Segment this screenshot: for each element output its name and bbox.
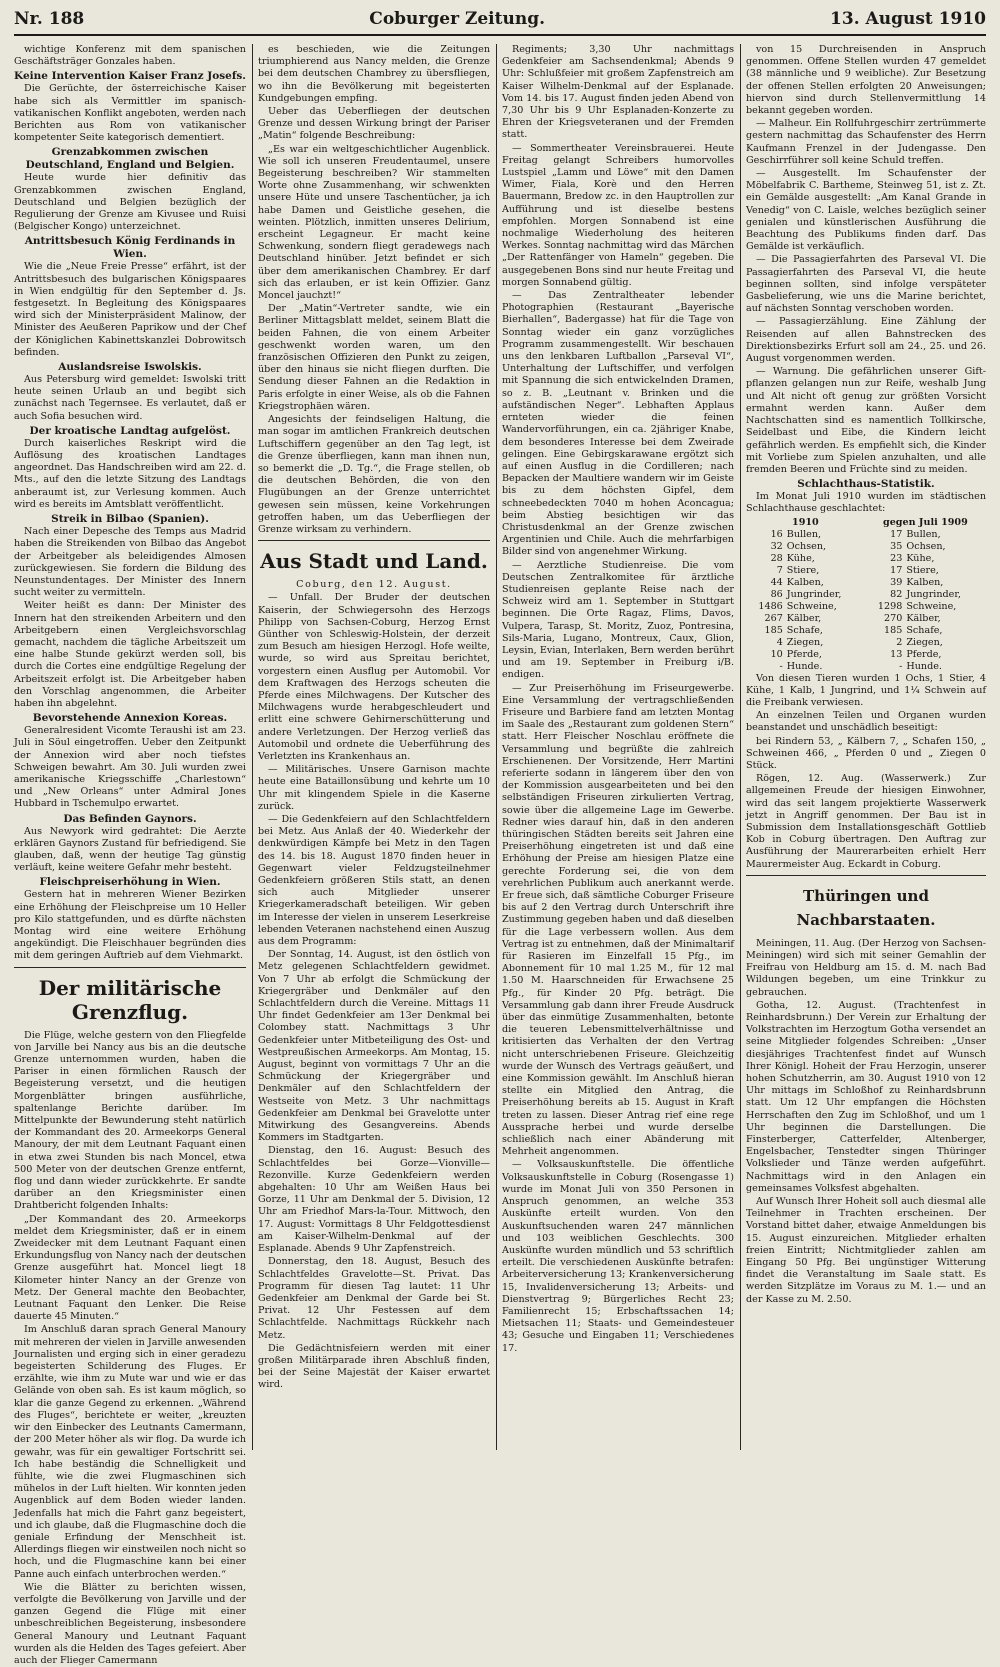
article-text: von 15 Durchreisenden in Anspruch genommen. Offene Stellen wurden 47 gemeldet (38 männliche und 9 weibliche). Zur Besetzung der offenen Stellen erfolgten 20 Anweisungen; hiervon sind durch Stellenvermittlung 14 bekannt gegeben worden. xyxy=(746,44,986,117)
column-rule xyxy=(740,44,741,1450)
article-text: Nach einer Depesche des Temps aus Madrid haben die Streikenden von Bilbao das Angebot der Arbeitgeber als beleidigendes Almosen zurückgewiesen. Sie fordern die Bildung des Neunstundentages. Der Minister des Innern sucht weiter zu vermitteln. xyxy=(14,526,246,599)
table-cell: Hunde. xyxy=(906,660,942,672)
slaughter-statistics-table xyxy=(746,517,986,673)
table-cell: 35 xyxy=(890,540,903,552)
table-row xyxy=(746,529,986,541)
table-cell: 4 xyxy=(776,636,783,648)
article-heading: Das Befinden Gaynors. xyxy=(63,812,197,825)
article-text: Ueber das Ueberfliegen der deutschen Grenze und dessen Wirkung bringt der Pariser „Matin“ folgende Beschreibung: xyxy=(258,106,490,142)
table-cell: 86 xyxy=(770,588,783,600)
masthead xyxy=(14,4,986,36)
article-text: Der Sonntag, 14. August, ist den östlich von Metz gelegenen Schlachtfeldern gewidmet. Von 7 Uhr ab erfolgt die Schmückung der Kriegergräber und Denkmäler auf den Schlachtfeldern durch die Vereine. Mittags 11 Uhr findet Gedenkfeier am 13er Denkmal bei Colombey statt. Nachmittags 3 Uhr Gedenkfeier unter Mitbeteiligung des Ost- und Westpreußischen Armeekorps. Am Montag, 15. August, beginnt von vormittags 7 Uhr an die Schmückung der Kriegergräber und Denkmäler auf den Schlachtfeldern der Westseite von Metz. 3 Uhr nachmittags Gedenkfeier am Denkmal bei Gravelotte unter Mitwirkung des Gesangvereins. Abends Kommers im Stadtgarten. xyxy=(258,949,490,1144)
article-text: — Malheur. Ein Rollfuhrgeschirr zertrümmerte gestern nachmittag das Schaufenster des Herrn Kaufmann Frenzel in der Judengasse. Den Geschirrführer soll keine Schuld treffen. xyxy=(746,118,986,166)
table-cell: 17 xyxy=(890,528,903,540)
article-heading: Bevorstehende Annexion Koreas. xyxy=(32,712,228,725)
table-cell: Kalben, xyxy=(786,576,824,588)
table-cell: 2 xyxy=(896,636,903,648)
table-cell: 23 xyxy=(890,552,903,564)
article-text: „Es war ein weltgeschichtlicher Augenblick. Wie soll ich unseren Freudentaumel, unsere Begeisterung beschreiben? Wir stammelten Worte ohne Zusammenhang, wir schwenkten unsere Hüte und unsere Taschentücher, ja ich habe Damen und Geistliche gesehen, die weinten. Plötzlich, inmitten unseres Delirium, erscheint Legagneur. Er macht keine Schwenkung, sondern fliegt geradewegs nach Deutschland hinüber. Jetzt befindet er sich über dem amerikanischen Chambrey. Er darf sich das erlauben, er ist kein Offizier. Ganz Moncel jauchzt!“ xyxy=(258,143,490,302)
table-cell: Pferde, xyxy=(906,648,942,660)
column-2 xyxy=(258,44,490,1450)
article-text: Auf Wunsch Ihrer Hoheit soll auch diesmal alle Teilnehmer in Trachten erscheinen. Der Vorstand bittet daher, etwaige Anmeldungen bis 15. August einzureichen. Mitglieder erhalten freien Eintritt; Nichtmitglieder zahlen am Eingang 50 Pfg. Bei ungünstiger Witterung findet die Veranstaltung im Saale statt. Es werden Sitzplätze im Voraus zu M. 1.— und an der Kasse zu M. 2.50. xyxy=(746,1196,986,1305)
table-cell: Stiere, xyxy=(786,564,820,576)
table-row xyxy=(746,661,986,673)
section-heading: Aus Stadt und Land. xyxy=(260,549,488,574)
divider xyxy=(14,967,246,968)
dateline: Coburg, den 12. August. xyxy=(296,579,452,591)
table-cell: 32 xyxy=(770,540,783,552)
article-text: Aus Petersburg wird gemeldet: Iswolski tritt heute seinen Urlaub an und begibt sich zunächst nach Tegernsee. Es verlautet, daß er auch Sofia besuchen wird. xyxy=(14,374,246,422)
table-cell: Schafe, xyxy=(906,624,943,636)
table-cell: Kühe, xyxy=(906,552,935,564)
article-text: „Der Kommandant des 20. Armeekorps meldet dem Kriegsminister, daß er in einem Zweidecker mit dem Leutnant Faquant einen Erkundungsflug von Nancy nach der deutschen Grenze ausgeführt hat. Moncel liegt 18 Kilometer hinter Nancy an der Grenze von Metz. Der General machte den Beobachter, Leutnant Faquant den Lenker. Die Reise dauerte 45 Minuten.“ xyxy=(14,1213,246,1323)
article-heading: Der kroatische Landtag aufgelöst. xyxy=(29,424,231,437)
table-cell: 1298 xyxy=(877,600,903,612)
section-heading: Der militärische Grenzflug. xyxy=(38,975,222,1024)
table-cell: Kälber, xyxy=(906,612,941,624)
article-text: Gestern hat in mehreren Wiener Bezirken eine Erhöhung der Fleischpreise um 10 Heller pro Kilo stattgefunden, und es dürfte nächsten Montag wird eine weitere Erhöhung angekündigt. Die Fleischhauer begründen dies mit dem geringen Auftrieb auf dem Viehmarkt. xyxy=(14,889,246,962)
table-cell: 13 xyxy=(890,648,903,660)
article-text: Die Gedächtnisfeiern werden mit einer großen Militärparade ihren Abschluß finden, bei der Seine Majestät der Kaiser erwartet wird. xyxy=(258,1342,490,1391)
table-cell: 28 xyxy=(770,552,783,564)
table-cell: 10 xyxy=(770,648,783,660)
article-heading: Antrittsbesuch König Ferdinands in Wien. xyxy=(24,235,236,261)
table-cell: Schafe, xyxy=(786,624,823,636)
table-cell: 1486 xyxy=(758,600,783,612)
article-heading: Auslandsreise Iswolskis. xyxy=(58,361,202,374)
table-row xyxy=(746,577,986,589)
article-text: — Aerztliche Studienreise. Die vom Deutschen Zentralkomitee für ärztliche Studienreisen geplante Reise nach der Schweiz wird am 1. September in Stuttgart beginnen. Die Orte Ragaz, Flims, Davos, Vulpera, Tarasp, St. Moritz, Zuoz, Pontresina, Sils-Maria, Lugano, Montreux, Caux, Glion, Leysin, Evian, Interlaken, Bern werden berührt und am 19. September in Freiburg i/B. endigen. xyxy=(502,559,734,681)
article-text: — Die Passagierfahrten des Parseval VI. Die Passagierfahrten des Parseval VI, die heute beginnen sollten, sind infolge verspäteter Gasbelieferung, wie uns die Marine berichtet, auf nächsten Sonntag verschoben worden. xyxy=(746,254,986,315)
article-text: Aus Newyork wird gedrahtet: Die Aerzte erklären Gaynors Zustand für befriedigend. Sie glauben, daß, wenn der heutige Tag günstig verläuft, keine weitere Gefahr mehr besteht. xyxy=(14,825,246,874)
table-cell: 185 xyxy=(764,624,783,636)
table-row xyxy=(746,613,986,625)
article-heading: Keine Intervention Kaiser Franz Josefs. xyxy=(14,70,246,83)
article-text: Weiter heißt es dann: Der Minister des Innern hat den streikenden Arbeitern und den Arbeitgebern einen Vergleichsvorschlag gemacht, nachdem die tägliche Arbeitszeit um eine halbe Stunde gekürzt werden soll, bis durch die Cortes eine endgültige Regelung der Arbeitszeit erfolgt ist. Die Arbeitgeber haben den Vorschlag angenommen, die Arbeiter haben ihn abgelehnt. xyxy=(14,600,246,709)
table-cell: 44 xyxy=(770,576,783,588)
article-text: — Ausgestellt. Im Schaufenster der Möbelfabrik C. Bartheme, Steinweg 51, ist z. Zt. ein Gemälde ausgestellt: „Am Kanal Grande in Venedig“ von C. Laisle, welches bezüglich seiner genialen und künstlerischen Ausführung die Beachtung des Publikums finden darf. Das Gemälde ist verkäuflich. xyxy=(746,168,986,253)
table-cell: - xyxy=(779,660,783,672)
table-cell: Kühe, xyxy=(786,552,815,564)
table-cell: 185 xyxy=(884,624,903,636)
table-header: 1910 xyxy=(792,516,819,528)
article-text: Gotha, 12. August. (Trachtenfest in Reinhardsbrunn.) Der Verein zur Erhaltung der Volkstrachten im Herzogtum Gotha versendet an seine Mitglieder folgendes Schreiben: „Unser diesjähriges Trachtenfest findet auf Wunsch Ihrer Königl. Hoheit der Frau Herzogin, unserer hohen Schutzherrin, am 30. August 1910 von 12 Uhr mittags im Schloßhof zu Reinhardsbrunn statt. Um 12 Uhr empfangen die Höchsten Herrschaften den Zug im Schloßhof, und um 1 Uhr beginnen die Darstellungen. Die Finsterberger, Catterfelder, Altenberger, Engelsbacher, Tenstedter singen Thüringer Volkslieder und Tänze werden aufgeführt. Nachmittags wird in den Anlagen ein gemeinsames Volksfest abgehalten. xyxy=(746,999,986,1194)
article-text: wichtige Konferenz mit dem spanischen Geschäftsträger Gonzales haben. xyxy=(14,44,246,68)
article-text: — Das Zentraltheater lebender Photographien (Restaurant „Bayerische Bierhallen“, Badergasse) hat für die Tage von Sonntag wieder ein ganz vorzügliches Programm zusammengestellt. Wir beschauen uns den lenkbaren Luftballon „Parseval VI“, Unterhaltung der Luftschiffer, und verfolgen mit Spannung die sich entwickelnden Dramen, so z. B. „Leutnant v. Brinken und die aufständischen Neger“. Lebhaften Applaus ernteten wieder die feinen Wandervorführungen, ein ca. 2jähriger Knabe, dem besonderes Interesse bei dem Zweirade gelingen. Eine Gebirgskarawane ergötzt sich auf einen Ausflug in die Cordilleren; nach Bepacken der Maultiere wandern wir im Geiste bis zu dem höchsten Gipfel, dem schneebedeckten 7040 m hohen Aconcagua; beim Abstieg besichtigen wir das Christusdenkmal an der Grenze zwischen Argentinien und Chile. Auch die mehrfarbigen Bilder sind von angenehmer Wirkung. xyxy=(502,290,734,558)
table-cell: Pferde, xyxy=(786,648,822,660)
article-text: Dienstag, den 16. August: Besuch des Schlachtfeldes bei Gorze—Vionville—Rezonville. Kurze Gedenkfeiern werden abgehalten: 10 Uhr am Weißen Haus bei Gorze, 11 Uhr am Denkmal der 5. Division, 12 Uhr am Friedhof Mars-la-Tour. Mittwoch, den 17. August: Vormittags 8 Uhr Feldgottesdienst am Kaiser-Wilhelm-Denkmal auf der Esplanade. Abends 9 Uhr Zapfenstreich. xyxy=(258,1145,490,1255)
table-cell: Kälber, xyxy=(786,612,822,624)
table-cell: - xyxy=(899,660,903,672)
table-cell: Ziegen, xyxy=(906,636,943,648)
article-text: Im Anschluß daran sprach General Manoury mit mehreren der vielen in Jarville anwesenden Journalisten und erging sich in einer geradezu begeisterten Schilderung des Fluges. Er erzählte, wie ihm zu Mute war und wie er das Gelände von oben sah. Es ist kaum möglich, so klar die ganze Gegend zu erkennen. „Während des Fluges“, berichtete er weiter, „kreuzten wir den Einbecker des Leutnants Camermann, der 200 Meter höher als wir flog. Da wurde ich gewahr, was für ein gewaltiger Fortschritt sei. Ich habe beständig die Schnelligkeit und fühlte, wie die zwei Flugmaschinen sich mühelos in der Luft hielten. Wir konnten jeden Augenblick auf dem Boden wieder landen. Jedenfalls hat mich die Fahrt ganz begeistert, und ich glaube, daß die Flugmaschine doch die geniale Erfindung der Menschheit ist. Allerdings fliegen wir einstweilen noch nicht so hoch, und die Flugmaschine kann bei einer Panne auch einfach unterbrochen werden.“ xyxy=(14,1324,246,1580)
table-cell: Ochsen, xyxy=(906,540,946,552)
table-cell: 82 xyxy=(890,588,903,600)
newspaper-title: Coburger Zeitung. xyxy=(369,9,546,29)
table-cell: Schweine, xyxy=(786,600,837,612)
table-row xyxy=(746,649,986,661)
divider xyxy=(746,875,986,876)
table-cell: 270 xyxy=(884,612,903,624)
table-cell: Ochsen, xyxy=(786,540,827,552)
table-cell: Schweine, xyxy=(906,600,957,612)
article-text: — Passagierzählung. Eine Zählung der Reisenden auf allen Bahnstrecken des Direktionsbezirks Erfurt soll am 24., 25. und 26. August vorgenommen werden. xyxy=(746,316,986,365)
table-cell: 17 xyxy=(890,564,903,576)
article-text: Donnerstag, den 18. August, Besuch des Schlachtfeldes Gravelotte—St. Privat. Das Programm für diesen Tag lautet: 11 Uhr Gedenkfeier am Denkmal der Garde bei St. Privat. 12 Uhr Festessen auf dem Schlachtfelde. Nachmittags Rückkehr nach Metz. xyxy=(258,1256,490,1341)
article-heading: Schlachthaus-Statistik. xyxy=(797,478,935,491)
article-text: Regiments; 3,30 Uhr nachmittags Gedenkfeier am Sachsendenkmal; Abends 9 Uhr: Schlußfeier mit großem Zapfenstreich am Kaiser Wilhelm-Denkmal auf der Esplanade. Vom 14. bis 17. August finden jeden Abend von 7,30 Uhr bis 9 Uhr Esplanaden-Konzerte zu Ehren der Kriegsveteranen und der Fremden statt. xyxy=(502,44,734,141)
article-text: Meiningen, 11. Aug. (Der Herzog von Sachsen-Meiningen) wird sich mit seiner Gemahlin der Freifrau von Heldburg am 15. d. M. nach Bad Wildungen begeben, um eine Trinkkur zu gebrauchen. xyxy=(746,937,986,998)
article-text: Von diesen Tieren wurden 1 Ochs, 1 Stier, 4 Kühe, 1 Kalb, 1 Jungrind, und 1¼ Schwein auf die Freibank verwiesen. xyxy=(746,672,986,708)
article-text: Der „Matin“-Vertreter sandte, wie ein Berliner Mittagsblatt meldet, seinem Blatt die beiden Fahnen, die von einem Arbeiter geschwenkt worden waren, um den französischen Offizieren den Punkt zu zeigen, über den hinaus sie nicht fliegen durften. Die Sendung dieser Fahnen an die Redaktion in Paris erfolgte in einer Weise, als ob die Fahnen Kriegstrophäen wären. xyxy=(258,303,490,412)
article-text: Wie die Blätter zu berichten wissen, verfolgte die Bevölkerung von Jarville und der ganzen Gegend die Flüge mit einer unbeschreiblichen Begeisterung, insbesondere General Manoury und Leutnant Faquant wurden als die Helden des Tages gefeiert. Aber auch der Flieger Camermann xyxy=(14,1581,246,1666)
table-row xyxy=(746,541,986,553)
section-heading: Thüringen und Nachbarstaaten. xyxy=(796,886,936,929)
table-row xyxy=(746,565,986,577)
article-text: — Sommertheater Vereinsbrauerei. Heute Freitag gelangt Schreibers humorvolles Lustspiel „Lamm und Löwe“ mit den Damen Wimer, Fiala, Korè und den Herren Bauermann, Bredow zc. in den Hauptrollen zur Aufführung und ist dieselbe bestens empfohlen. Morgen Sonnabend ist eine nochmalige Wiederholung des heiteren Werkes. Sonntag nachmittag wird das Märchen „Der Rattenfänger von Hameln“ gegeben. Die ausgegebenen Bons sind nur heute Freitag und morgen Sonnabend gültig. xyxy=(502,142,734,288)
table-row xyxy=(746,625,986,637)
article-text: Die Gerüchte, der österreichische Kaiser habe sich als Vermittler im spanisch-vatikanischen Konflikt angeboten, werden nach Berichten aus Rom von vatikanischer kompetenter Seite kategorisch dementiert. xyxy=(14,83,246,144)
table-cell: 7 xyxy=(776,564,783,576)
column-1 xyxy=(14,44,246,1666)
column-rule xyxy=(252,44,253,1450)
table-row xyxy=(746,637,986,649)
divider xyxy=(258,540,490,541)
table-cell: Stiere, xyxy=(906,564,939,576)
article-text: Heute wurde hier definitiv das Grenzabkommen zwischen England, Deutschland und Belgien bezüglich der Regulierung der Grenze am Kivusee und Ruisi (Belgischer Kongo) unterzeichnet. xyxy=(14,172,246,233)
table-row xyxy=(746,601,986,613)
article-text: es beschieden, wie die Zeitungen triumphierend aus Nancy melden, die Grenze bei dem deutschen Chambrey zu übersfliegen, wo ihn die Bevölkerung mit begeisterten Kundgebungen empfing. xyxy=(258,44,490,104)
article-text: Wie die „Neue Freie Presse“ erfährt, ist der Antrittsbesuch des bulgarischen Königspaares in Wien endgültig für den September d. Js. festgesetzt. In Begleitung des Königspaares wird sich der Ministerpräsident Malinow, der Minister des Aeußeren Paprikow und der Chef der Königlichen Kabinettskanzlei Dobrowitsch befinden. xyxy=(14,261,246,358)
table-cell: Bullen, xyxy=(906,528,941,540)
article-text: — Die Gedenkfeiern auf den Schlachtfeldern bei Metz. Aus Anlaß der 40. Wiederkehr der denkwürdigen Kämpfe bei Metz in den Tagen des 14. bis 18. August 1870 finden heuer in Gegenwart vieler Feldzugsteilnehmer Gedenkfeiern größeren Stils statt, an denen sich auch Mitglieder unserer Kriegerkameradschaft beteiligen. Wir geben im Interesse der vielen in unserem Leserkreise lebenden Veteranen nachstehend einen Auszug aus dem Programm: xyxy=(258,813,490,948)
article-text: bei Rindern 53, „ Kälbern 7, „ Schafen 150, „ Schweinen 466, „ Pferden 0 und „ Ziegen 0 Stück. xyxy=(746,735,986,771)
table-cell: 16 xyxy=(770,528,783,540)
article-text: — Unfall. Der Bruder der deutschen Kaiserin, der Schwiegersohn des Herzogs Philipp von Sachsen-Coburg, Herzog Ernst Günther von Schleswig-Holstein, der derzeit zum Besuch am hiesigen Herzogl. Hofe weilte, wurde, so wird aus Spreitau berichtet, vorgestern einen Ausflug per Automobil. Vor dem Kraftwagen des Herzogs scheuten die Pferde eines Milchwagens. Der Kutscher des Milchwagens wurde herabgeschleudert und erlitt eine schwere Gehirnerschütterung und andere Verletzungen. Der Herzog verließ das Automobil und ordnete die Ueberführung des Verletzten ins Krankenhaus an. xyxy=(258,592,490,762)
article-text: Angesichts der feindseligen Haltung, die man sogar im amtlichen Frankreich deutschen Luftschiffern gegenüber an den Tag legt, ist die Grenze überfliegen, kann man ihnen nun, so bemerkt die „D. Tg.“, die Frage stellen, ob die deutschen Behörden, die von den Flugübungen an der Grenze unterrichtet gewesen sein müssen, keine Vorkehrungen getroffen haben, um das Ueberfliegen der Grenze wirksam zu verhindern. xyxy=(258,414,490,535)
issue-number: Nr. 188 xyxy=(14,9,85,29)
article-text: Die Flüge, welche gestern von den Fliegfelde von Jarville bei Nancy aus bis an die deutsche Grenze unternommen wurden, haben die Pariser in einen förmlichen Rausch der Begeisterung versetzt, und die heutigen Morgenblätter bringen ausführliche, spaltenlange Berichte darüber. Im Mittelpunkte der Bewunderung steht natürlich der Kommandant des 20. Armeekorps General Manoury, der mit dem Leutnant Faquant einen in etwa zwei Stunden bis nach Moncel, etwa 500 Meter von der deutschen Grenze entfernt, flog und dann wieder zurückkehrte. Er sandte darüber an den Kriegsminister einen Drahtbericht folgenden Inhalts: xyxy=(14,1029,246,1212)
table-cell: Kalben, xyxy=(906,576,944,588)
article-text: — Warnung. Die gefährlichen unserer Giftpflanzen gelangen nun zur Reife, weshalb Jung und Alt nicht oft genug zur größten Vorsicht ermahnt werden kann. Außer dem Nachtschatten sind es namentlich Tollkirsche, Seidelbast und Eibe, die Kindern leicht gefährlich werden. Es empfiehlt sich, die Kinder mit Vorliebe zum Spielen anzuhalten, und alle fremden Beeren und Früchte sind zu meiden. xyxy=(746,366,986,475)
column-3 xyxy=(502,44,734,1450)
table-cell: Jungrinder, xyxy=(786,588,842,600)
article-text: Rögen, 12. Aug. (Wasserwerk.) Zur allgemeinen Freude der hiesigen Einwohner, wird das seit langem projektierte Wasserwerk jetzt in Angriff genommen. Der Bau ist in Submission dem Installationsgeschäft Gottlieb Kob in Coburg übertragen. Den Auftrag zur Ausführung der Maurerarbeiten erhielt Herr Maurermeister Aug. Eckardt in Coburg. xyxy=(746,773,986,870)
table-header-row xyxy=(746,517,986,529)
table-cell: Ziegen, xyxy=(786,636,824,648)
article-heading: Fleischpreiserhöhung in Wien. xyxy=(39,876,221,889)
column-4 xyxy=(746,44,986,1450)
table-cell: Hunde. xyxy=(786,660,823,672)
article-text: — Volksauskunftstelle. Die öffentliche Volksauskunftstelle in Coburg (Rosengasse 1) wurde im Monat Juli von 350 Personen in Anspruch genommen, an welche 353 Auskünfte erteilt wurden. Von den Auskunftsuchenden waren 247 männlichen und 103 weiblichen Geschlechts. 300 Auskünfte wurden mündlich und 53 schriftlich erteilt. Die verschiedenen Auskünfte betrafen: Arbeiterversicherung 13; Krankenversicherung 15, Invalidenversicherung 13; Arbeits- und Dienstvertrag 9; Bürgerliches Recht 23; Familienrecht 15; Erbschaftssachen 14; Mietsachen 11; Staats- und Gemeindesteuer 43; Gesuche und Eingaben 11; Verschiedenes 17. xyxy=(502,1159,734,1354)
article-text: — Militärisches. Unsere Garnison machte heute eine Bataillonsübung und kehrte um 10 Uhr mit klingendem Spiele in die Kaserne zurück. xyxy=(258,764,490,812)
article-heading: Grenzabkommen zwischen Deutschland, England und Belgien. xyxy=(25,146,235,172)
table-cell: Bullen, xyxy=(786,528,822,540)
table-row xyxy=(746,553,986,565)
table-cell: Jungrinder, xyxy=(906,588,961,600)
article-heading: Streik in Bilbao (Spanien). xyxy=(51,513,209,526)
column-rule xyxy=(496,44,497,1450)
article-text: Generalresident Vicomte Teraushi ist am 23. Juli in Söul eingetroffen. Ueber den Zeitpunkt der Annexion wird aber noch tiefstes Schweigen bewahrt. Am 30. Juli wurden zwei amerikanische Kriegsschiffe „Charlestown“ und „New Orleans“ unter Admiral Jones Hubbard in Tschemulpo erwartet. xyxy=(14,725,246,810)
article-text: — Zur Preiserhöhung im Friseurgewerbe. Eine Versammlung der vertragschließenden Friseure und Barbiere fand am letzten Montag im Saale des „Restaurant zum goldenen Stern“ statt. Herr Fleischer Noschlau eröffnete die Versammlung und begrüßte die zahlreich Erschienenen. Der Vorsitzende, Herr Martini referierte sodann in längerem über den von der Kommission ausgearbeiteten und bei den selbständigen Friseuren zirkulierten Vertrag, sowie über die allgemeine Lage im Gewerbe. Redner wies darauf hin, daß in den anderen thüringischen Städten bereits seit Jahren eine Preiserhöhung eingetreten ist und daß eine Erhöhung der Preise am hiesigen Platze eine gerechte Forderung sei, die von dem verehrlichen Publikum auch anerkannt werde. Er freue sich, daß sämtliche Coburger Friseure bis auf 2 den Vertrag durch Unterschrift ihre Zustimmung gegeben haben und daß dieselben für die Lage verbessern wollen. Aus dem Vertrag ist zu entnehmen, daß der Minimaltarif für Rasieren im Einzelfall 15 Pfg., im Abonnement für 10 mal 1.25 M., für 12 mal 1.50 M. Haarschneiden für Erwachsene 25 Pfg., für Kinder 20 Pfg. beträgt. Die Versammlung gab dann ihrer Freude Ausdruck über das einmütige Zusammenhalten, betonte die teueren Lebensmittelverhältnisse und kritisierten das Verhalten der den Vertrag nicht unterschriebenen Friseure. Gleichzeitig wurde der Wunsch des Vertrags geäußert, und eine Kommission gewählt. Im Anschluß hieran stellte ein Mitglied den Antrag, die Preiserhöhung bereits ab 15. August in Kraft treten zu lassen. Dieser Antrag rief eine rege Aussprache herbei und wurde derselbe schließlich nach einer Abänderung mit Mehrheit angenommen. xyxy=(502,682,734,1158)
article-text: Im Monat Juli 1910 wurden im städtischen Schlachthause geschlachtet: xyxy=(746,491,986,515)
article-text: An einzelnen Teilen und Organen wurden beanstandet und unschädlich beseitigt: xyxy=(746,710,986,734)
article-text: Durch kaiserliches Reskript wird die Auflösung des kroatischen Landtages angeordnet. Das Handschreiben wird am 22. d. Mts., auf den die letzte Sitzung des Landtags anberaumt ist, zur Verlesung kommen. Auch wird es bereits im Amtsblatt veröffentlicht. xyxy=(14,437,246,510)
table-cell: 39 xyxy=(890,576,903,588)
table-header: gegen Juli 1909 xyxy=(882,516,968,528)
table-cell: 267 xyxy=(764,612,783,624)
issue-date: 13. August 1910 xyxy=(830,9,986,29)
table-row xyxy=(746,589,986,601)
